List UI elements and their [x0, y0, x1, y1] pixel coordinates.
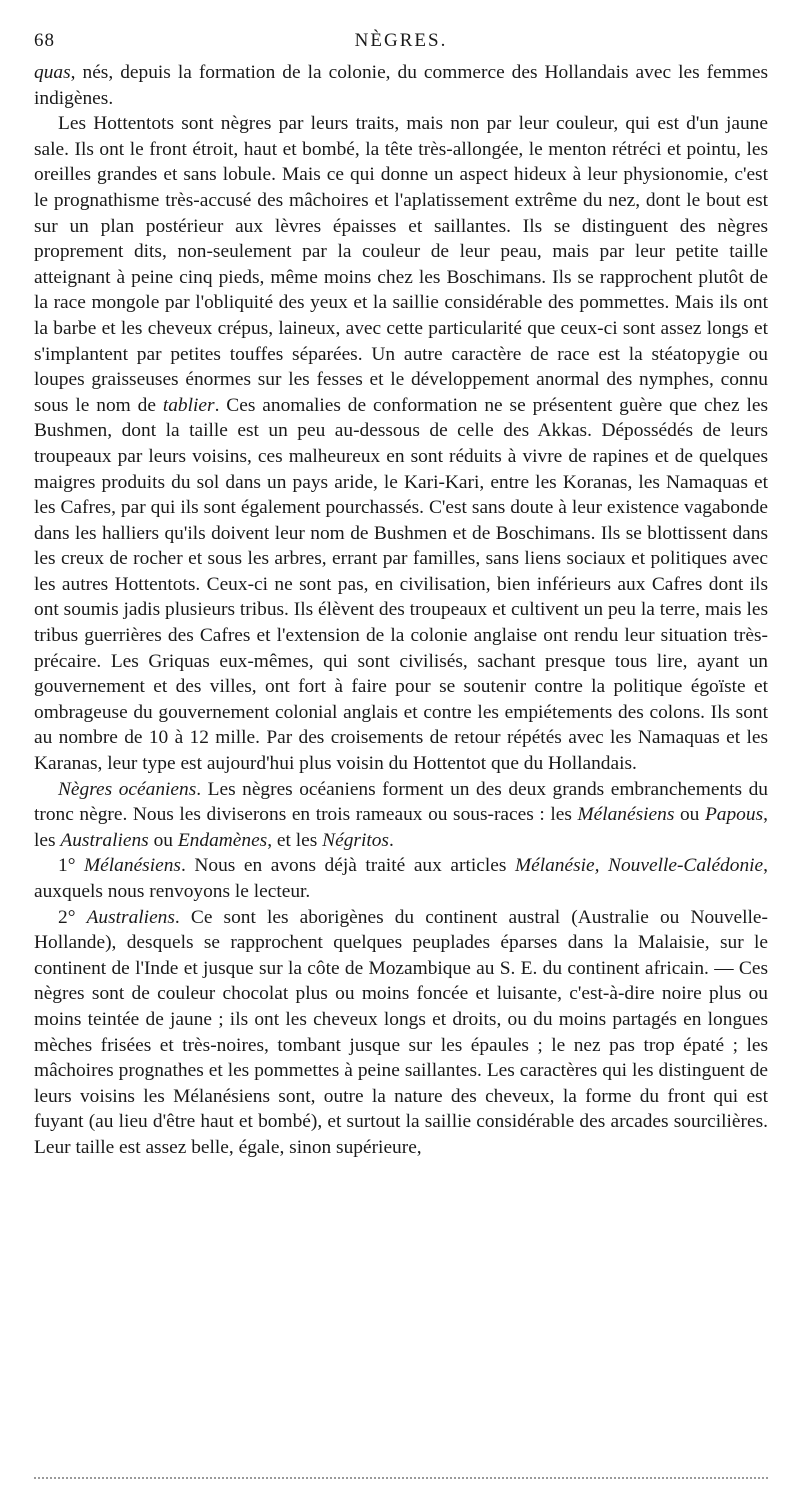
text-run: , les [34, 804, 768, 851]
italic-term: Mélanésiens [577, 804, 675, 826]
book-page [34, 30, 768, 1161]
text-run: 1° [58, 855, 85, 877]
text-run: ou [674, 804, 705, 826]
italic-term: Négritos [322, 829, 389, 851]
text-run: , nés, depuis la formation de la colonie, du commerce des Hollandais avec les femmes indigènes. [34, 62, 768, 109]
body-text [34, 60, 768, 1161]
italic-term: Papous [704, 804, 764, 826]
paragraph [34, 905, 768, 1161]
text-run: . Ce sont les aborigènes du continent austral (Australie ou Nouvelle-Hollande), desquels se rapprochent quelques peuplades éparses dans la Malaisie, sur le continent de l'Inde et jusque sur la côte de Mozambique au S. E. du continent africain. — Ces nègres sont de couleur chocolat plus ou moins foncée et luisante, c'est-à-dire noire plus ou moins teintée de jaune ; ils ont les cheveux longs et droits, ou du moins partagés en longues mèches frisées et très-noires, tombant jusque sur les épaules ; le nez pas trop épaté ; les mâchoires prognathes et les pommettes à peine saillantes. Les caractères qui les distinguent de leurs voisins les Mélanésiens sont, outre la nature des cheveux, la forme du front qui est fuyant (au lieu d'être haut et bombé), et surtout la saillie considérable des arcades sourcilières. Leur taille est assez belle, égale, sinon supérieure, [34, 906, 768, 1158]
italic-term: Mélanésiens [84, 855, 181, 877]
paragraph [34, 853, 768, 904]
text-run: Les Hottentots sont nègres par leurs traits, mais non par leur couleur, qui est d'un jaune sale. Ils ont le front étroit, haut et bombé, la tête très-allongée, le menton rétréci et pointu, les oreilles grandes et sans lobule. Mais ce qui donne un aspect hideux à leur physionomie, c'est le prognathisme très-accusé des mâchoires et l'aplatissement extrême du nez, dont le bout est sur un plan postérieur aux lèvres épaisses et saillantes. Ils se distinguent des nègres proprement dits, non-seulement par la couleur de leur peau, mais par leur petite taille atteignant à peine cinq pieds, même moins chez les Boschimans. Ils se rapprochent plutôt de la race mongole par l'obliquité des yeux et la saillie considérable des pommettes. Mais ils ont la barbe et les cheveux crépus, laineux, avec cette particularité que ceux-ci sont assez longs et s'implantent par petites touffes séparées. Un autre caractère de race est la stéatopygie ou loupes graisseuses énormes sur les fesses et le développement anormal des nymphes, connu sous le nom de [34, 113, 768, 416]
paragraph [34, 111, 768, 776]
italic-term: quas [34, 62, 71, 83]
text-run: . Ces anomalies de conformation ne se présentent guère que chez les Bushmen, dont la taille est un peu au-dessous de celle des Akkas. Dépossédés de leurs troupeaux par leurs voisins, ces malheureux en sont réduits à vivre de rapines et de quelques maigres produits du sol dans un pays aride, le Kari-Kari, entre les Koranas, les Namaquas et les Cafres, par qui ils sont également pourchassés. C'est sans doute à leur existence vagabonde dans les halliers qu'ils doivent leur nom de Bushmen et de Boschimans. Ils se blottissent dans les creux de rocher et sous les arbres, errant par familles, sans liens sociaux et politiques avec les autres Hottentots. Ceux-ci ne sont pas, en civilisation, bien inférieurs aux Cafres dont ils ont soumis jadis plusieurs tribus. Ils élèvent des troupeaux et cultivent un peu la terre, mais les tribus guerrières des Cafres et l'extension de la colonie anglaise ont rendu leur situation très-précaire. Les Griquas eux-mêmes, qui sont civilisés, sachant presque tous lire, ayant un gouvernement et des villes, ont fort à faire pour se soutenir contre la politique égoïste et ombrageuse du gouvernement colonial anglais et contre les empiétements des colons. Ils sont au nombre de 10 à 12 mille. Par des croisements de retour répétés avec les Namaquas et les Karanas, leur type est aujourd'hui plus voisin du Hottentot que du Hollandais. [34, 394, 768, 775]
italic-term: Australiens [86, 906, 175, 928]
text-run: 2° [58, 906, 87, 928]
text-run: . Nous en avons déjà traité aux articles [180, 855, 515, 877]
running-head [34, 30, 768, 60]
text-run: , et les [267, 829, 323, 851]
bottom-dotted-rule [34, 1477, 768, 1479]
italic-term: Australiens [60, 829, 149, 851]
running-title: NÈGRES. [354, 30, 448, 51]
page-number: 68 [34, 30, 55, 51]
paragraph [34, 60, 768, 111]
italic-term: tablier [162, 394, 215, 416]
text-run: ou [148, 829, 178, 851]
italic-term: Endamènes [177, 829, 268, 851]
text-run: , auxquels nous renvoyons le lecteur. [34, 855, 768, 902]
text-run: . [388, 829, 394, 851]
text-run: . Les nègres océaniens forment un des deux grands embranchements du tronc nègre. Nous les diviserons en trois rameaux ou sous-races : les [34, 778, 768, 826]
paragraph [34, 777, 768, 854]
italic-term: Mélanésie, Nouvelle-Calédonie [514, 855, 764, 877]
italic-term: Nègres océaniens [58, 778, 197, 800]
